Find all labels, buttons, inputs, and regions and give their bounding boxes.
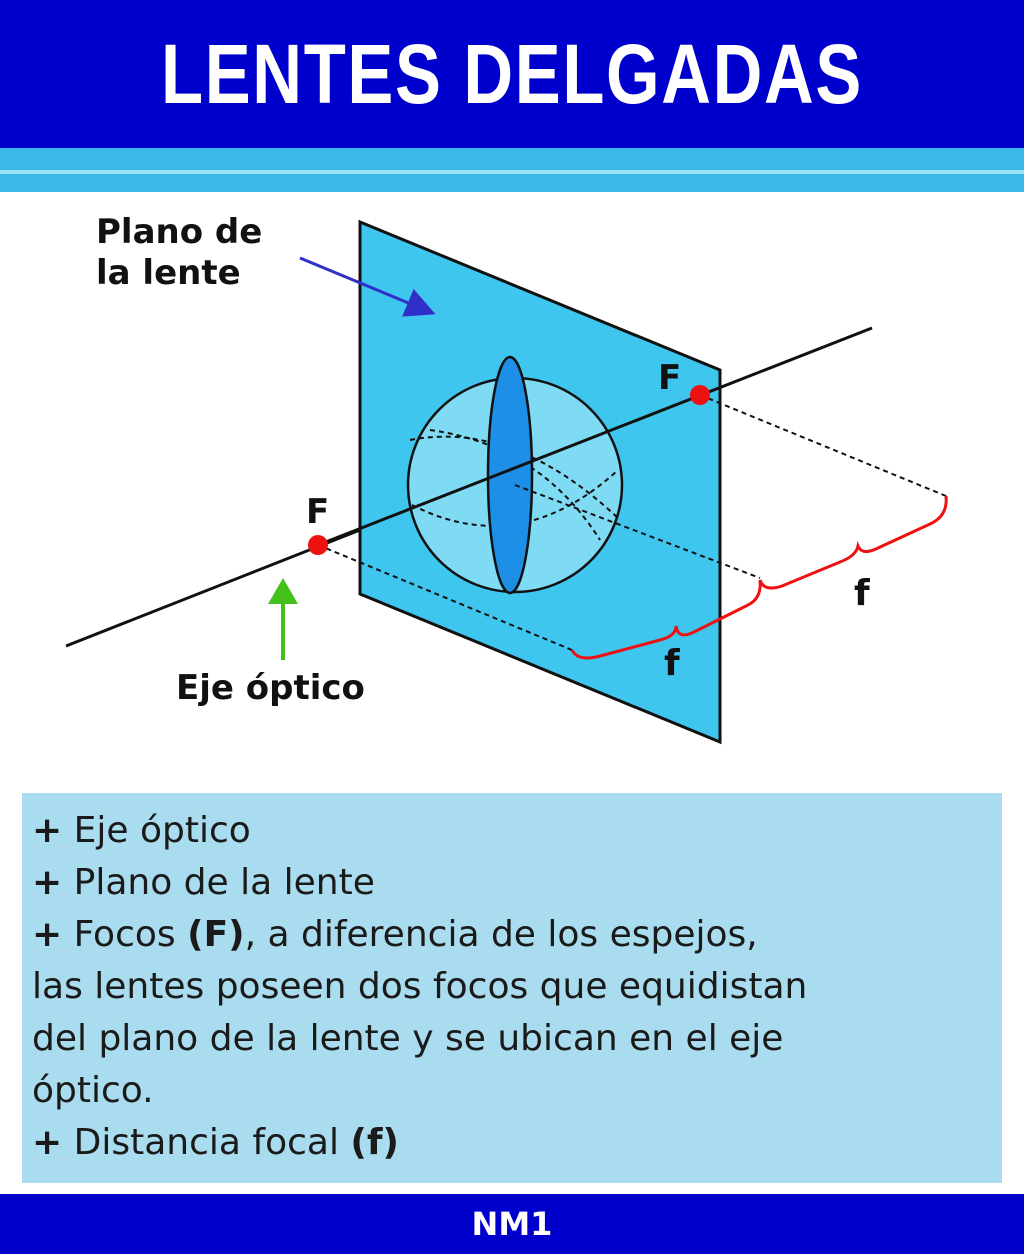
focus-point-right [690, 385, 710, 405]
info-text: Eje óptico [73, 810, 251, 851]
info-text: Plano de la lente [73, 862, 375, 903]
page-title: LENTES DELGADAS [161, 26, 863, 121]
plane-label: Plano de la lente [96, 212, 263, 294]
header-bar [0, 0, 1024, 148]
focal-length-label-front: f [664, 643, 680, 684]
info-line: del plano de la lente y se ubican en el eje [32, 1018, 784, 1059]
info-bold-f-lower: (f) [350, 1122, 399, 1163]
info-item-foci [22, 909, 1002, 961]
plus-icon: + [32, 810, 63, 851]
focus-label-right: F [658, 358, 682, 398]
info-box [22, 793, 1002, 1183]
focal-length-label-back: f [854, 573, 870, 614]
axis-label: Eje óptico [176, 668, 365, 708]
focus-label-left: F [306, 492, 330, 532]
info-bold-f: (F) [187, 914, 245, 955]
plus-icon: + [32, 914, 63, 955]
focal-projection-right [700, 395, 946, 496]
info-item-optical-axis [22, 805, 1002, 857]
band-stripe [0, 170, 1024, 174]
focus-point-left [308, 535, 328, 555]
plus-icon: + [32, 862, 63, 903]
header-band [0, 148, 1024, 192]
info-item-lens-plane [22, 857, 1002, 909]
axis-pointer-arrowhead [268, 578, 298, 604]
info-text: , a diferencia de los espejos, [244, 914, 758, 955]
info-line: óptico. [32, 1070, 154, 1111]
info-item-focal-distance [22, 1117, 1002, 1169]
lens-diagram [0, 192, 1024, 792]
footer-bar [0, 1194, 1024, 1254]
info-text: Focos [73, 914, 176, 955]
info-line: las lentes poseen dos focos que equidistan [32, 966, 808, 1007]
footer-code: NM1 [471, 1205, 553, 1243]
plus-icon: + [32, 1122, 63, 1163]
info-text: Distancia focal [73, 1122, 339, 1163]
